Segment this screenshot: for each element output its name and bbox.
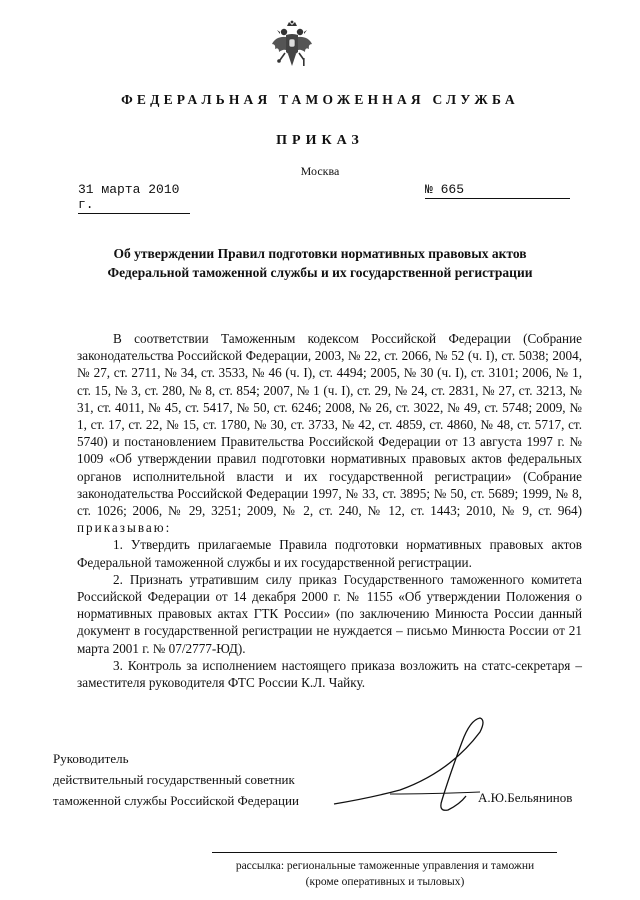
distribution-line-2: (кроме оперативных и тыловых) <box>305 876 465 888</box>
distribution-list <box>200 858 570 890</box>
document-body <box>77 330 582 691</box>
issue-date: 31 марта 2010 г. <box>78 182 190 214</box>
preamble-paragraph <box>77 330 582 536</box>
order-item-2: 2. Признать утратившим силу приказ Государственного таможенного комитета Российской Федерации от 14 декабря 2000 г. № 1155 «Об утверждении Положения о нормативных правовых актах ГТК России» (по заключению Минюста России данный документ в государственной регистрации не нуждается – письмо Минюста России от 21 марта 2001 г. № 07/2777-ЮД). <box>77 571 582 656</box>
signatory-name: А.Ю.Бельянинов <box>478 790 573 805</box>
order-word: приказываю: <box>77 520 172 536</box>
title-line-1: Об утверждении Правил подготовки нормативных правовых актов <box>113 246 527 261</box>
order-number: № 665 <box>425 182 570 199</box>
issue-city: Москва <box>300 164 340 178</box>
order-item-1: 1. Утвердить прилагаемые Правила подготовки нормативных правовых актов Федеральной таможенной службы и их государственной регистрации. <box>77 537 582 570</box>
distribution-line-1: рассылка: региональные таможенные управления и таможни <box>235 860 535 872</box>
signatory-position <box>53 748 373 811</box>
preamble-text: В соответствии Таможенным кодексом Российской Федерации (Собрание законодательства Российской Федерации, 2003, № 22, ст. 2066, № 52 (ч. I), ст. 5038; 2004, № 27, ст. 2711, № 34, ст. 3533, № 46 (ч. I), ст. 4494; 2005, № 30 (ч. I), ст. 3101; 2006, № 1, ст. 15, № 3, ст. 280, № 8, ст. 854; 2007, № 1 (ч. I), ст. 29, № 24, ст. 2831, № 27, ст. 3213, № 31, ст. 4011, № 45, ст. 5417, № 50, ст. 6246; 2008, № 26, ст. 3022, № 49, ст. 5748; 2009, № 1, ст. 17, ст. 22, № 15, ст. 1780, № 30, ст. 3733, № 42, ст. 4859, ст. 4860, № 48, ст. 5717, ст. 5740) и постановлением Правительства Российской Федерации от 13 августа 1997 г. № 1009 «Об утверждении правил подготовки нормативных правовых актов федеральных органов исполнительной власти и их государственной регистрации» (Собрание законодательства Российской Федерации 1997, № 33, ст. 3895; № 50, ст. 5689; 1999, № 8, ст. 1026; 2006, № 29, 3251; 2009, № 2, ст. 240, № 12, ст. 1443; 2010, № 9, ст. 964) <box>77 331 582 519</box>
position-line-1: Руководитель <box>53 751 129 766</box>
title-line-2: Федеральной таможенной службы и их государственной регистрации <box>107 265 533 280</box>
document-title <box>60 244 580 282</box>
distribution-divider <box>212 852 557 853</box>
order-item-3: 3. Контроль за исполнением настоящего приказа возложить на статс-секретаря – заместителя руководителя ФТС России К.Л. Чайку. <box>77 657 582 691</box>
double-headed-eagle-emblem-icon <box>270 20 314 72</box>
position-line-2: действительный государственный советник <box>53 772 295 787</box>
position-line-3: таможенной службы Российской Федерации <box>53 793 299 808</box>
agency-name: ФЕДЕРАЛЬНАЯ ТАМОЖЕННАЯ СЛУЖБА <box>121 92 519 107</box>
document-type: ПРИКАЗ <box>276 133 364 148</box>
